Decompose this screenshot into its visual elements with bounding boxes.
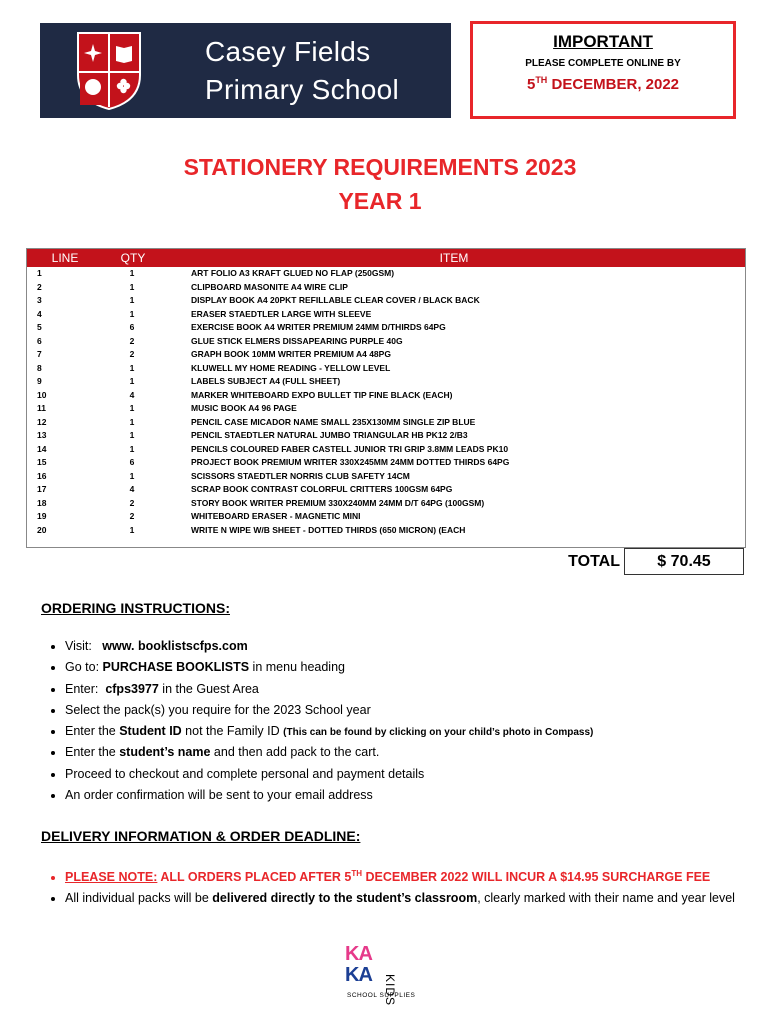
- table-row: [27, 456, 745, 470]
- delivery-heading: DELIVERY INFORMATION & ORDER DEADLINE:: [41, 828, 361, 844]
- logo-letters: [345, 944, 372, 986]
- school-crest-icon: [76, 31, 142, 111]
- row-line: 20: [37, 524, 47, 535]
- logo-subtext: SCHOOL SUPPLIES: [347, 992, 416, 999]
- row-qty: 1: [129, 376, 135, 386]
- studentid-note: (This can be found by clicking on your child’s photo in Compass): [283, 727, 594, 739]
- row-item: CLIPBOARD MASONITE A4 WIRE CLIP: [191, 281, 348, 292]
- table-row: [27, 429, 745, 443]
- row-line: 19: [37, 511, 47, 521]
- row-line: 7: [37, 349, 42, 359]
- row-line: 8: [37, 362, 42, 373]
- studentid-mid: not the Family ID: [181, 724, 284, 739]
- row-item: SCRAP BOOK CONTRAST COLORFUL CRITTERS 100GSM 64PG: [191, 484, 453, 494]
- list-item: • Select the pack(s) you require for the 2023 School year: [65, 700, 593, 721]
- enter-rest: in the Guest Area: [158, 681, 259, 696]
- list-item: [65, 636, 593, 657]
- row-qty: 4: [129, 484, 135, 494]
- table-body: [27, 267, 745, 537]
- row-qty: 1: [129, 416, 135, 427]
- delivery-list: [41, 863, 765, 909]
- row-line: 12: [37, 416, 47, 427]
- table-row: [27, 470, 745, 484]
- note-rest: DECEMBER 2022 WILL INCUR A $14.95 SURCHARGE FEE: [362, 870, 711, 885]
- important-subtitle: PLEASE COMPLETE ONLINE BY: [525, 58, 681, 69]
- row-item: ART FOLIO A3 KRAFT GLUED NO FLAP (250GSM): [191, 268, 395, 278]
- row-line: 14: [37, 443, 47, 454]
- total-label: TOTAL: [568, 553, 620, 570]
- row-item: SCISSORS STAEDTLER NORRIS CLUB SAFETY 14CM: [191, 470, 410, 481]
- name-strong: student’s name: [119, 745, 211, 760]
- row-item: MARKER WHITEBOARD EXPO BULLET TIP FINE BLACK (EACH): [191, 389, 453, 400]
- booklist-link[interactable]: www. booklistscfps.com: [102, 639, 248, 653]
- row-qty: 1: [129, 268, 135, 278]
- row-qty: 1: [129, 362, 135, 373]
- row-qty: 1: [129, 281, 135, 292]
- page-title-line1: STATIONERY REQUIREMENTS 2023: [183, 154, 577, 180]
- row-item: LABELS SUBJECT A4 (FULL SHEET): [191, 376, 341, 386]
- row-item: GLUE STICK ELMERS DISSAPEARING PURPLE 40G: [191, 335, 403, 346]
- row-line: 18: [37, 497, 47, 508]
- table-row: [27, 483, 745, 497]
- row-qty: 6: [129, 457, 135, 467]
- list-item: [65, 657, 593, 678]
- table-row: [27, 321, 745, 335]
- logo-letters-top: KA: [345, 943, 372, 965]
- info-strong: delivered directly to the student’s classroom: [212, 891, 478, 906]
- name-pre: Enter the: [65, 745, 120, 760]
- page-title: [0, 150, 760, 218]
- row-item: GRAPH BOOK 10MM WRITER PREMIUM A4 48PG: [191, 349, 391, 359]
- note-label: PLEASE NOTE:: [65, 870, 158, 885]
- school-name: [205, 33, 399, 109]
- row-line: 11: [37, 403, 46, 413]
- table-row: [27, 267, 745, 281]
- logo-kids-text: KIDS: [383, 974, 397, 1007]
- row-item: ERASER STAEDTLER LARGE WITH SLEEVE: [191, 308, 372, 319]
- row-qty: 1: [129, 430, 135, 440]
- row-line: 2: [37, 281, 42, 292]
- kaka-kids-logo: [345, 943, 417, 1007]
- row-line: 5: [37, 322, 42, 332]
- row-line: 1: [37, 268, 42, 278]
- requirements-table: [26, 248, 746, 548]
- note-sup: TH: [351, 869, 363, 878]
- row-qty: 1: [129, 403, 135, 413]
- row-line: 9: [37, 376, 42, 386]
- row-qty: 2: [129, 511, 135, 521]
- info-rest: , clearly marked with their name and year level: [477, 891, 735, 906]
- deadline-date: [473, 75, 733, 93]
- row-qty: 2: [129, 497, 135, 508]
- logo-letters-bottom: KA: [345, 964, 372, 986]
- row-line: 4: [37, 308, 42, 319]
- table-row: [27, 443, 745, 457]
- row-qty: 1: [129, 470, 135, 481]
- list-item: [65, 888, 765, 909]
- row-line: 6: [37, 335, 42, 346]
- table-row: [27, 510, 745, 524]
- enter-code: cfps3977: [105, 681, 159, 696]
- list-item: [65, 742, 593, 763]
- row-item: PENCILS COLOURED FABER CASTELL JUNIOR TRI GRIP 3.8MM LEADS PK10: [191, 443, 509, 454]
- row-qty: 1: [129, 443, 135, 454]
- row-item: WRITE N WIPE W/B SHEET - DOTTED THIRDS (650 MICRON) (EACH: [191, 524, 466, 535]
- deadline-suffix: TH: [535, 75, 548, 85]
- page-title-line2: YEAR 1: [338, 188, 422, 214]
- table-row: [27, 416, 745, 430]
- deadline-rest: DECEMBER, 2022: [547, 76, 680, 93]
- row-line: 16: [37, 470, 47, 481]
- row-qty: 1: [129, 295, 135, 305]
- row-line: 17: [37, 484, 47, 494]
- info-pre: All individual packs will be: [65, 891, 213, 906]
- row-qty: 6: [129, 322, 135, 332]
- header-item: ITEM: [439, 251, 469, 265]
- table-row: [27, 524, 745, 538]
- header-qty: QTY: [120, 251, 146, 265]
- list-item: [65, 679, 593, 700]
- table-row: [27, 308, 745, 322]
- table-row: [27, 497, 745, 511]
- row-line: 10: [37, 389, 47, 400]
- list-item: • An order confirmation will be sent to your email address: [65, 785, 593, 806]
- ordering-heading: ORDERING INSTRUCTIONS:: [41, 600, 230, 616]
- row-item: WHITEBOARD ERASER - MAGNETIC MINI: [191, 511, 361, 521]
- table-header: [27, 249, 745, 267]
- important-title: IMPORTANT: [553, 32, 653, 51]
- school-banner: [40, 23, 451, 118]
- studentid-strong: Student ID: [119, 724, 182, 739]
- header-line: LINE: [51, 251, 79, 265]
- enter-label: Enter:: [65, 681, 99, 696]
- row-item: PENCIL CASE MICADOR NAME SMALL 235X130MM SINGLE ZIP BLUE: [191, 416, 476, 427]
- goto-strong: PURCHASE BOOKLISTS: [102, 660, 250, 675]
- total-value: $ 70.45: [624, 548, 744, 575]
- name-rest: and then add pack to the cart.: [210, 745, 380, 760]
- deadline-day: 5: [526, 76, 536, 93]
- note-pre: ALL ORDERS PLACED AFTER 5: [157, 870, 352, 885]
- table-row: [27, 294, 745, 308]
- ordering-list: [41, 636, 593, 806]
- list-item: • Proceed to checkout and complete personal and payment details: [65, 764, 593, 785]
- table-row: [27, 389, 745, 403]
- total-section: [0, 548, 770, 575]
- row-line: 3: [37, 295, 42, 305]
- row-item: MUSIC BOOK A4 96 PAGE: [191, 403, 297, 413]
- table-row: [27, 348, 745, 362]
- table-row: [27, 281, 745, 295]
- row-qty: 1: [129, 524, 135, 535]
- row-item: PROJECT BOOK PREMIUM WRITER 330X245MM 24MM DOTTED THIRDS 64PG: [191, 457, 510, 467]
- goto-label: Go to:: [65, 660, 100, 675]
- row-item: EXERCISE BOOK A4 WRITER PREMIUM 24MM D/THIRDS 64PG: [191, 322, 446, 332]
- important-notice-box: [470, 21, 736, 119]
- row-line: 13: [37, 430, 47, 440]
- row-qty: 1: [129, 308, 135, 319]
- table-row: [27, 362, 745, 376]
- row-qty: 2: [129, 349, 135, 359]
- studentid-pre: Enter the: [65, 724, 120, 739]
- row-item: PENCIL STAEDTLER NATURAL JUMBO TRIANGULAR HB PK12 2/B3: [191, 430, 468, 440]
- table-row: [27, 335, 745, 349]
- school-name-line2: Primary School: [205, 74, 400, 105]
- row-line: 15: [37, 457, 47, 467]
- row-item: KLUWELL MY HOME READING - YELLOW LEVEL: [191, 362, 391, 373]
- list-item: [65, 863, 765, 888]
- school-name-line1: Casey Fields: [205, 36, 371, 67]
- table-row: [27, 375, 745, 389]
- list-item: [65, 721, 593, 742]
- row-qty: 4: [129, 389, 135, 400]
- visit-label: Visit:: [65, 639, 92, 653]
- row-qty: 2: [129, 335, 135, 346]
- goto-rest: in menu heading: [249, 660, 345, 675]
- row-item: STORY BOOK WRITER PREMIUM 330X240MM 24MM D/T 64PG (100GSM): [191, 497, 485, 508]
- table-row: [27, 402, 745, 416]
- row-item: DISPLAY BOOK A4 20PKT REFILLABLE CLEAR COVER / BLACK BACK: [191, 295, 480, 305]
